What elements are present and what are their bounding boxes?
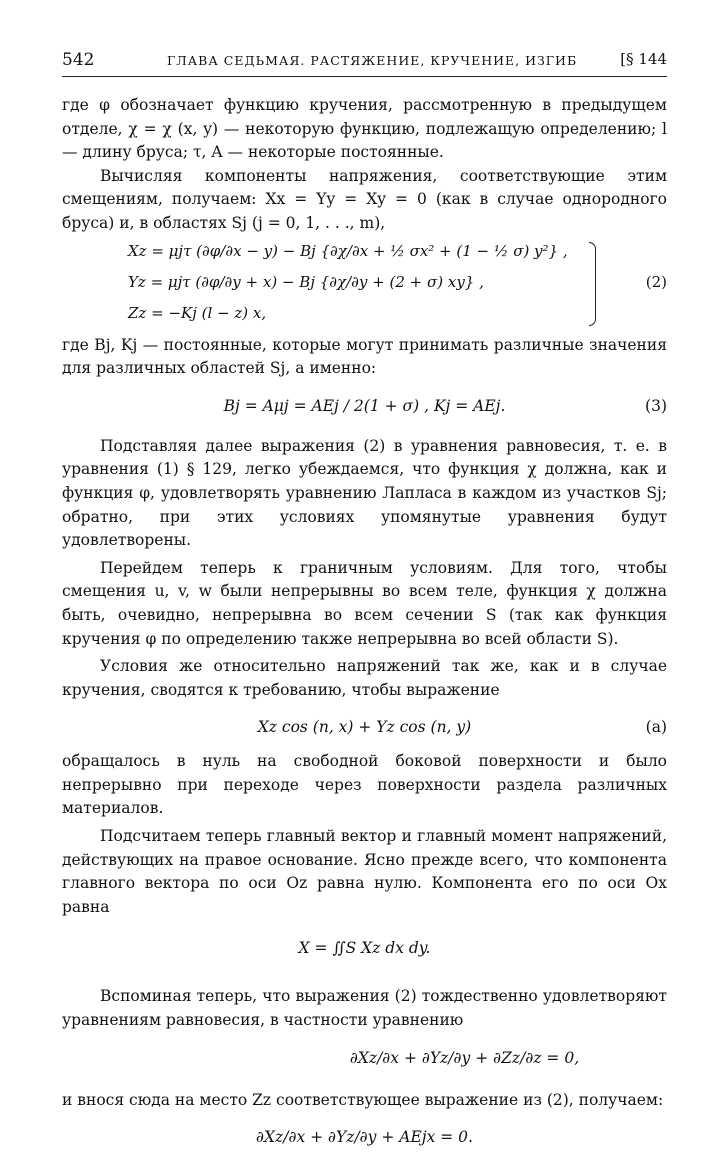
paragraph: где Bj, Kj — постоянные, которые могут принимать различные значения для различных областей Sj, а именно: [62, 335, 667, 378]
equation-X [62, 923, 667, 977]
system-brace [589, 242, 596, 326]
paragraph: Перейдем теперь к граничным условиям. Для того, чтобы смещения u, v, w были непрерывны во всем теле, функция χ должна быть, очевидно, непрерывна во всем сечении S (так как функция кручения φ по определению также непрерывна во всей области S). [62, 558, 667, 648]
equation-a [62, 706, 667, 746]
paragraph: Подсчитаем теперь главный вектор и главный момент напряжений, действующих на правое основание. Ясно прежде всего, что компонента главного вектора по оси Oz равна нулю. Компонента его по оси Ox равна [62, 827, 667, 916]
paragraph: где φ обозначает функцию кручения, рассмотренную в предыдущем отделе, χ = χ (x, y) — некоторую функцию, подлежащую определению; l — длину бруса; τ, A — некоторые постоянные. [62, 96, 667, 162]
equation-3 [62, 385, 667, 431]
paragraph: Условия же относительно напряжений так же, как и в случае кручения, сводятся к требованию, чтобы выражение [62, 657, 667, 699]
page-body [62, 94, 667, 1168]
paragraph: и внося сюда на место Zz соответствующее выражение из (2), получаем: [62, 1090, 664, 1109]
paragraph: обращалось в нуль на свободной боковой поверхности и было непрерывно при переходе через поверхности раздела различных материалов. [62, 752, 667, 818]
equation-number: (2) [645, 272, 667, 291]
equation-line: Yz = μjτ (∂φ/∂y + x) − Bj {∂χ/∂y + (2 + σ) xy} , [128, 272, 484, 291]
page-header [62, 50, 667, 72]
equation-text: Xz cos (n, x) + Yz cos (n, y) [257, 718, 472, 737]
equation-number: (a) [645, 718, 667, 737]
paragraph: Вычисляя компоненты напряжения, соответствующие этим смещениям, получаем: Xx = Yy = Xy = 0 (как в случае однородного бруса) и, в областях Sj (j = 0, 1, . . ., m), [62, 166, 667, 232]
equation-line: Xz = μjτ (∂φ/∂x − y) − Bj {∂χ/∂x + ½ σx² + (1 − ½ σ) y²} , [128, 241, 568, 260]
section-label: [§ 144 [620, 50, 667, 68]
equation-text: ∂Xz/∂x + ∂Yz/∂y + AEjx = 0. [256, 1128, 473, 1147]
equation-final [62, 1116, 667, 1164]
equation-text: Bj = Aμj = AEj / 2(1 + σ) , Kj = AEj. [223, 396, 506, 415]
page-number: 542 [62, 50, 95, 70]
equation-system-2 [62, 238, 667, 328]
equation-text: X = ∬S Xz dx dy. [298, 939, 431, 958]
paragraph: Вспоминая теперь, что выражения (2) тождественно удовлетворяют уравнениям равновесия, в частности уравнению [62, 987, 667, 1030]
equation-number: (3) [645, 396, 667, 415]
equation-text: ∂Xz/∂x + ∂Yz/∂y + ∂Zz/∂z = 0, [349, 1048, 580, 1067]
header-rule [62, 76, 667, 77]
equation-equilibrium [62, 1037, 667, 1085]
running-title: ГЛАВА СЕДЬМАЯ. РАСТЯЖЕНИЕ, КРУЧЕНИЕ, ИЗГИБ [167, 53, 578, 68]
equation-line: Zz = −Kj (l − z) x, [128, 303, 267, 322]
paragraph: Подставляя далее выражения (2) в уравнения равновесия, т. е. в уравнения (1) § 129, легко убеждаемся, что функция χ должна, как и функция φ, удовлетворять уравнению Лапласа в каждом из участков Sj; обратно, при этих условиях упомянутые уравнения будут удовлетворены. [62, 436, 667, 550]
